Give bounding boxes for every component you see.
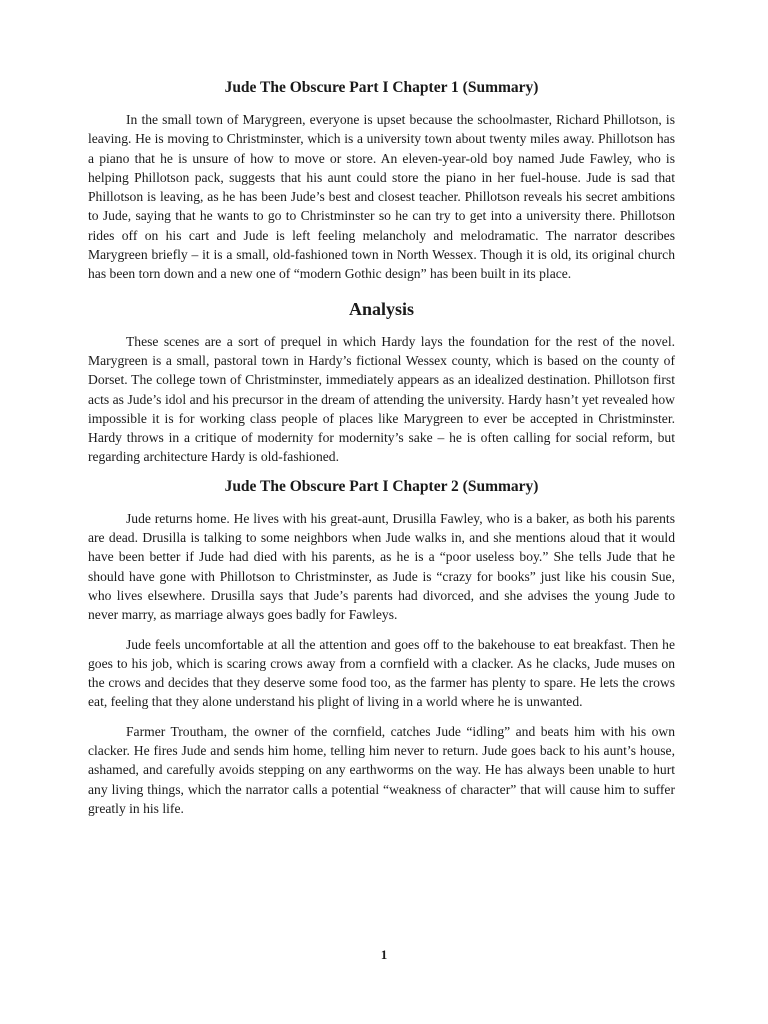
document-page [88, 78, 675, 828]
analysis-title: Analysis [348, 298, 415, 319]
page-number: 1 [380, 947, 388, 962]
analysis-paragraph: These scenes are a sort of prequel in which Hardy lays the foundation for the rest of the novel. Marygreen is a small, pastoral town in Hardy’s fictional Wessex county, which is based on the county of Dorset. The college town of Christminster, immediately appears as an idealized destination. Phillotson first acts as Jude’s idol and his precursor in the dream of attending the university. Hardy hasn’t yet revealed how impossible it is for working class people of places like Marygreen to ever be accepted in Christminster. Hardy throws in a critique of modernity for modernity’s sake – he is often calling for social reform, but regarding architecture Hardy is old-fashioned. [88, 333, 675, 465]
chapter-2-paragraph-2: Jude feels uncomfortable at all the attention and goes off to the bakehouse to eat breakfast. Then he goes to his job, which is scaring crows away from a cornfield with a clacker. As he clacks, Jude muses on the crows and decides that they deserve some food too, as the farmer has plenty to spare. He lets the crows eat, feeling that they alone understand his plight of living in a world where he is unwanted. [88, 636, 675, 710]
chapter-2-paragraph-3: Farmer Troutham, the owner of the cornfield, catches Jude “idling” and beats him with his own clacker. He fires Jude and sends him home, telling him never to return. Jude goes back to his aunt’s house, ashamed, and carefully avoids stepping on any earthworms on the way. He has always been unable to hurt any living things, which the narrator calls a potential “weakness of character” that will cause him to suffer greatly in his life. [88, 723, 675, 816]
chapter-1-paragraph: In the small town of Marygreen, everyone is upset because the schoolmaster, Richard Phillotson, is leaving. He is moving to Christminster, which is a university town about twenty miles away. Phillotson has a piano that he is unsure of how to move or store. An eleven-year-old boy named Jude Fawley, who is helping Phillotson pack, suggests that his aunt could store the piano in her fuel-house. Jude is sad that Phillotson is leaving, as he has been Jude’s best and closest teacher. Phillotson reveals his secret ambitions to Jude, saying that he wants to go to Christminster so he can try to get into a university there. Phillotson rides off on his cart and Jude is left feeling melancholy and melodramatic. The narrator describes Marygreen briefly – it is a small, old-fashioned town in North Wessex. Though it is old, its original church has been torn down and a new one of “modern Gothic design” has been built in its place. [88, 112, 675, 282]
chapter-2-paragraph-1: Jude returns home. He lives with his great-aunt, Drusilla Fawley, who is a baker, as both his parents are dead. Drusilla is talking to some neighbors when Jude walks in, and she mentions aloud that it would have been better if Jude had died with his parents, as he is a “poor useless boy.” She tells Jude that he should have gone with Phillotson to Christminster, as Jude is “crazy for books” just like his cousin Sue, who lives elsewhere. Drusilla says that Jude’s parents had divorced, and she advises the young Jude to never marry, as marriage always goes badly for Fawleys. [88, 510, 675, 623]
chapter-2-title: Jude The Obscure Part I Chapter 2 (Summary) [224, 477, 539, 495]
chapter-1-title: Jude The Obscure Part I Chapter 1 (Summary) [224, 79, 539, 96]
